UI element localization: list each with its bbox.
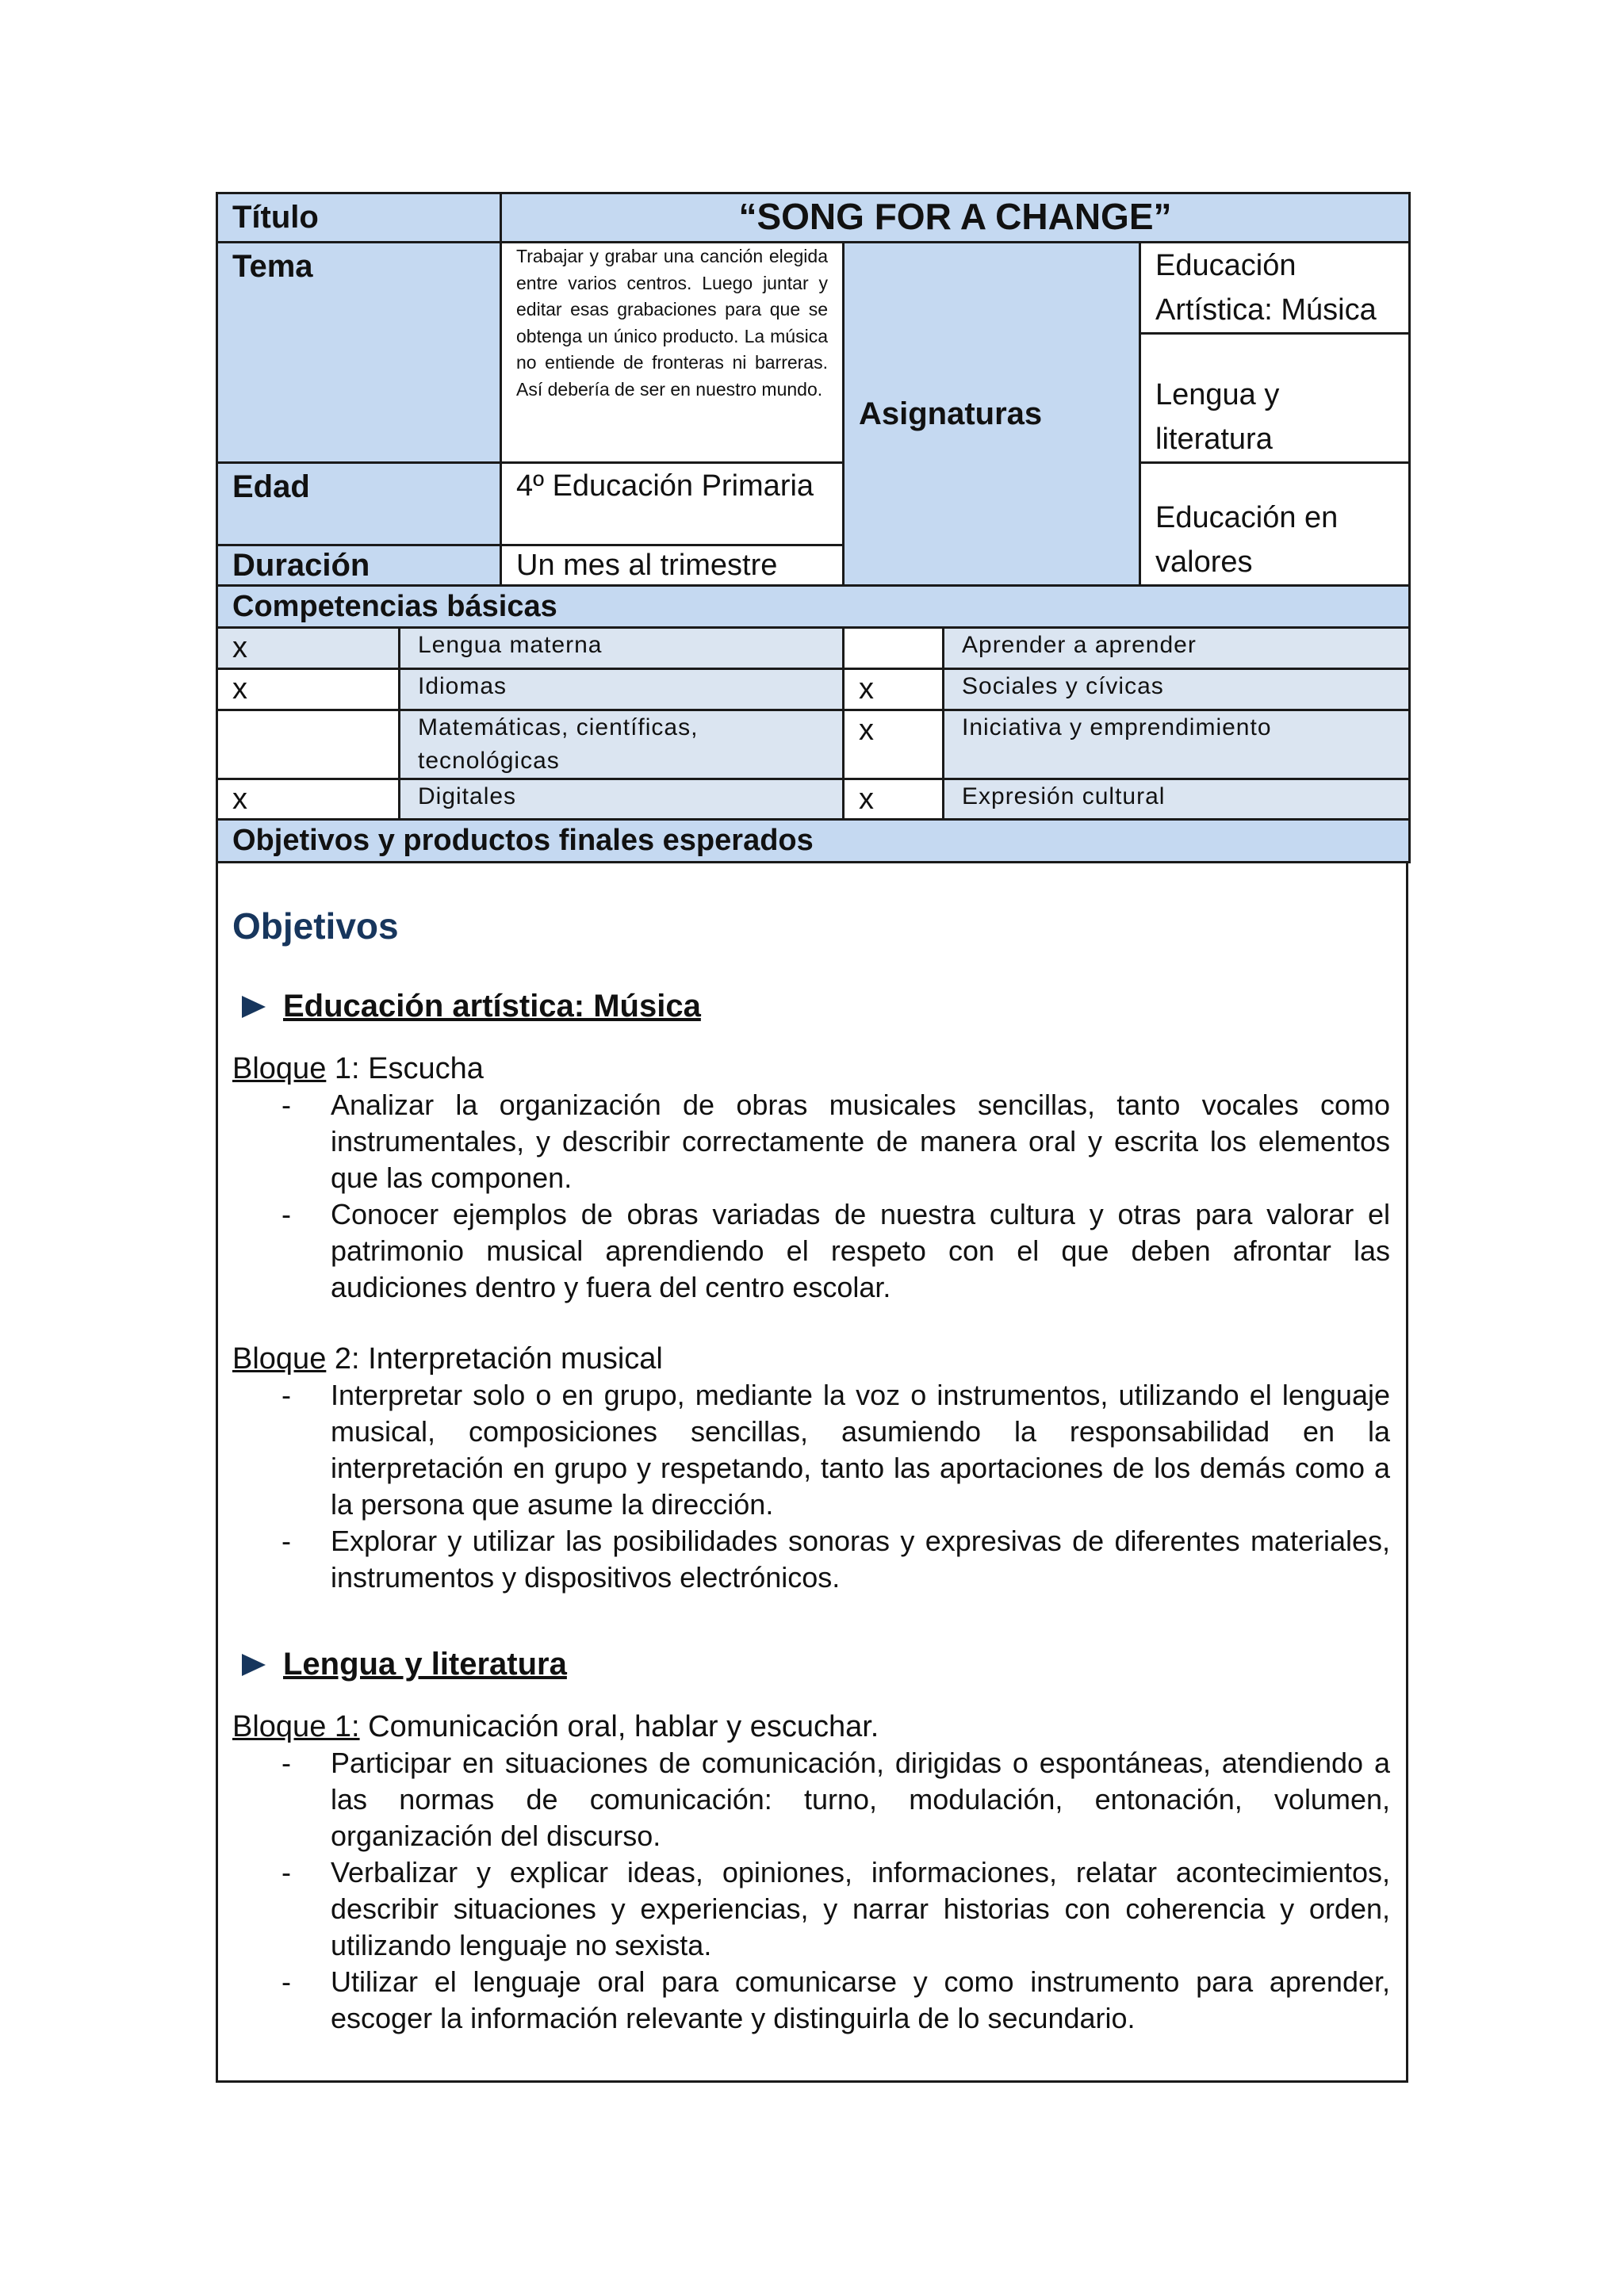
subject-lengua (240, 1647, 567, 1682)
comp-mark-aprender (844, 628, 944, 669)
subject-musica-title: Educación artística: Música (283, 989, 701, 1024)
comp-mark-expresion: x (844, 779, 944, 820)
competencias-heading: Competencias básicas (217, 586, 1410, 628)
bloque-title: 1: Escucha (326, 1052, 484, 1085)
comp-mark-matematicas (217, 710, 400, 779)
list-item: - Verbalizar y explicar ideas, opiniones, informaciones, relatar acontecimientos, describir situaciones y experiencias, y narrar historias con coherencia y orden, utilizando lenguaje no sexista. (282, 1856, 1390, 1961)
bloque-comunicacion-list (282, 1745, 1390, 2037)
objetivos-heading: Objetivos (232, 905, 399, 947)
duracion-label: Duración (217, 545, 501, 586)
comp-mark-idiomas: x (217, 669, 400, 710)
asignatura-musica: Educación Artística: Música (1140, 243, 1410, 334)
comp-idiomas: Idiomas (400, 669, 844, 710)
asignatura-lengua: Lengua y literatura (1140, 334, 1410, 463)
info-table (216, 192, 1411, 587)
comp-mark-lengua: x (217, 628, 400, 669)
titulo-label: Título (217, 193, 501, 243)
comp-lengua-materna: Lengua materna (400, 628, 844, 669)
bloque-title: Comunicación oral, hablar y escuchar. (359, 1710, 879, 1743)
subject-lengua-title: Lengua y literatura (283, 1647, 567, 1682)
comp-iniciativa: Iniciativa y emprendimiento (944, 710, 1410, 779)
bloque-comunicacion (232, 1709, 879, 1745)
bloque-title: 2: Interpretación musical (326, 1342, 663, 1376)
bloque-escucha (232, 1050, 484, 1087)
list-item: - Analizar la organización de obras musicales sencillas, tanto vocales como instrumentales, y describir correctamente de manera oral y escrita los elementos que las componen. (282, 1089, 1390, 1194)
comp-sociales: Sociales y cívicas (944, 669, 1410, 710)
comp-digitales: Digitales (400, 779, 844, 820)
triangle-bullet-icon (240, 1652, 267, 1678)
list-item: - Utilizar el lenguaje oral para comunicarse y como instrumento para aprender, escoger la información relevante y distinguirla de lo secundario. (282, 1965, 1390, 2034)
asignaturas-label: Asignaturas (844, 243, 1140, 586)
tema-value: Trabajar y grabar una canción elegida entre varios centros. Luego juntar y editar esas grabaciones para que se obtenga un único producto. La música no entiende de fronteras ni barreras. Así debería de ser en nuestro mundo. (501, 243, 844, 463)
bloque-prefix: Bloque (232, 1342, 327, 1376)
comp-mark-digitales: x (217, 779, 400, 820)
triangle-bullet-icon (240, 994, 267, 1020)
list-item: - Conocer ejemplos de obras variadas de nuestra cultura y otras para valorar el patrimonio musical aprendiendo el respeto con el que deben afrontar las audiciones dentro y fuera del centro escolar. (282, 1198, 1390, 1303)
objetivos-body (216, 863, 1408, 2083)
comp-mark-iniciativa: x (844, 710, 944, 779)
comp-matematicas: Matemáticas, científicas, tecnológicas (400, 710, 844, 779)
bloque-prefix: Bloque (232, 1052, 327, 1085)
bloque-interpretacion-list (282, 1377, 1390, 1596)
document-page (216, 192, 1408, 2083)
comp-aprender: Aprender a aprender (944, 628, 1410, 669)
bloque-interpretacion (232, 1341, 663, 1377)
comp-mark-sociales: x (844, 669, 944, 710)
edad-value: 4º Educación Primaria (501, 463, 844, 545)
asignatura-valores: Educación en valores (1140, 463, 1410, 586)
objetivos-section-heading: Objetivos y productos finales esperados (217, 820, 1410, 863)
subject-musica (240, 989, 701, 1024)
comp-expresion: Expresión cultural (944, 779, 1410, 820)
list-item: - Participar en situaciones de comunicación, dirigidas o espontáneas, atendiendo a las normas de comunicación: turno, modulación, entonación, volumen, organización del discurso. (282, 1747, 1390, 1852)
edad-label: Edad (217, 463, 501, 545)
duracion-value: Un mes al trimestre (501, 545, 844, 586)
competencias-table (216, 584, 1411, 863)
bloque-prefix: Bloque 1: (232, 1710, 360, 1743)
project-title: “SONG FOR A CHANGE” (501, 193, 1410, 243)
tema-label: Tema (217, 243, 501, 463)
bloque-escucha-list (282, 1087, 1390, 1306)
list-item: - Interpretar solo o en grupo, mediante la voz o instrumentos, utilizando el lenguaje musical, composiciones sencillas, asumiendo la responsabilidad en la interpretación en grupo y respetando, tanto las aportaciones de los demás como a la persona que asume la dirección. (282, 1379, 1390, 1521)
list-item: - Explorar y utilizar las posibilidades sonoras y expresivas de diferentes materiales, instrumentos y dispositivos electrónicos. (282, 1525, 1390, 1594)
